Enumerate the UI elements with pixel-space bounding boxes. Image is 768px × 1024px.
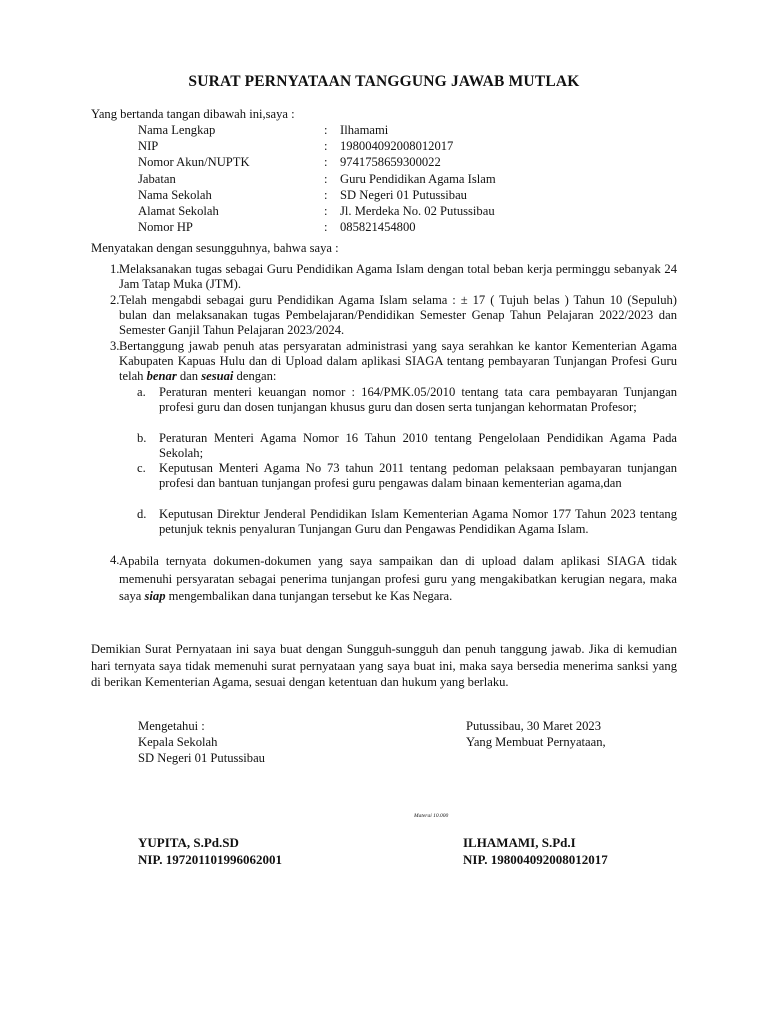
subitem-text: Peraturan Menteri Agama Nomor 16 Tahun 2010 tentang Pengelolaan Pendidikan Agama Pada Sekolah; [159,431,677,461]
right-signatory-name: ILHAMAMI, S.Pd.I [463,835,576,850]
identity-label: Nomor HP [138,220,193,235]
closing-paragraph: Demikian Surat Pernyataan ini saya buat dengan Sungguh-sungguh dan penuh tanggung jawab. Jika di kemudian hari ternyata saya tidak memenuhi surat pernyataan yang saya buat ini, maka saya bersedia menerima sanksi yang di berikan Kementerian Agama, sesuai dengan ketentuan dan hukum yang berlaku. [91,642,677,689]
emphasis-benar: benar [146,369,177,384]
identity-table [138,122,496,235]
subitem-letter: c. [137,461,146,475]
left-signatory-line2: Kepala Sekolah [138,735,218,749]
identity-separator: : [324,171,328,186]
statement-intro: Menyatakan dengan sesungguhnya, bahwa saya : [91,241,339,255]
identity-separator: : [324,204,328,219]
identity-value: 198004092008012017 [340,139,454,154]
identity-separator: : [324,187,328,202]
subitem-text: Peraturan menteri keuangan nomor : 164/PMK.05/2010 tentang tata cara pembayaran Tunjangan profesi guru dan dosen tunjangan khusus guru dan dosen serta tunjangan kehormatan Profesor; [159,385,677,415]
item-text-part: Bertanggung jawab penuh atas persyaratan administrasi yang saya serahkan ke kantor Kementerian Agama Kabupaten Kapuas Hulu dan di Upload dalam aplikasi SIAGA tentang pembayaran Tunjangan Profesi Guru telah [119,339,677,384]
identity-value: Ilhamami [340,123,389,137]
identity-value: SD Negeri 01 Putussibau [340,187,467,202]
left-signatory-line1: Mengetahui : [138,719,205,733]
identity-row [138,187,496,203]
item-text [119,553,677,606]
identity-row [138,203,496,219]
identity-value: 085821454800 [340,220,416,235]
emphasis-siap: siap [144,589,166,604]
identity-label: Nama Lengkap [138,123,216,137]
subitem-letter: b. [137,431,147,445]
subitem-letter: a. [137,385,146,399]
identity-row [138,154,496,170]
identity-label: Nama Sekolah [138,187,212,202]
identity-label: Nomor Akun/NUPTK [138,155,250,170]
item-text-part: dan [176,369,202,384]
right-signatory-line1: Putussibau, 30 Maret 2023 [466,719,602,733]
item-number: 3. [110,339,120,353]
document-title: SURAT PERNYATAAN TANGGUNG JAWAB MUTLAK [188,73,580,90]
identity-separator: : [324,220,328,235]
stamp-label: Materai 10.000 [414,813,449,819]
identity-value: 9741758659300022 [340,155,441,170]
right-signatory-line2: Yang Membuat Pernyataan, [466,735,606,749]
identity-value: Jl. Merdeka No. 02 Putussibau [340,204,495,219]
identity-label: NIP [138,139,159,154]
right-signatory-nip: NIP. 198004092008012017 [463,852,608,867]
item-number: 1. [110,262,120,276]
identity-row [138,122,496,138]
item-text [119,339,677,385]
identity-label: Alamat Sekolah [138,204,219,219]
identity-label: Jabatan [138,171,176,186]
intro-text: Yang bertanda tangan dibawah ini,saya : [91,107,295,121]
emphasis-sesuai: sesuai [201,369,234,384]
identity-row [138,171,496,187]
subitem-text: Keputusan Direktur Jenderal Pendidikan Islam Kementerian Agama Nomor 177 Tahun 2023 tentang petunjuk teknis penyaluran Tunjangan Guru dan Pengawas Pendidikan Agama Islam. [159,507,677,537]
item-text-part: dengan: [233,369,277,384]
identity-separator: : [324,123,328,137]
left-signatory-line3: SD Negeri 01 Putussibau [138,751,265,765]
left-signatory-name: YUPITA, S.Pd.SD [138,835,239,850]
identity-row [138,138,496,154]
item-text-part: mengembalikan dana tunjangan tersebut ke Kas Negara. [165,589,453,604]
item-number: 4. [110,553,120,567]
subitem-text: Keputusan Menteri Agama No 73 tahun 2011 tentang pedoman pelaksaan pembayaran tunjangan profesi dan bantuan tunjangan profesi guru pengawas dalam binaan kementerian agama,dan [159,461,677,491]
identity-separator: : [324,139,328,154]
subitem-letter: d. [137,507,147,521]
item-text: Melaksanakan tugas sebagai Guru Pendidikan Agama Islam dengan total beban kerja perminggu sebanyak 24 Jam Tatap Muka (JTM). [119,262,677,292]
identity-separator: : [324,155,328,170]
identity-value: Guru Pendidikan Agama Islam [340,171,496,186]
left-signatory-nip: NIP. 197201101996062001 [138,852,282,867]
item-number: 2. [110,293,120,307]
item-text: Telah mengabdi sebagai guru Pendidikan Agama Islam selama : ± 17 ( Tujuh belas ) Tahun 10 (Sepuluh) bulan dan melaksanakan tugas Pembelajaran/Pendidikan Semester Genap Tahun Pelajaran 2022/2023 dan Semester Ganjil Tahun Pelajaran 2023/2024. [119,293,677,338]
identity-row [138,219,496,235]
item-text-part: Apabila ternyata dokumen-dokumen yang saya sampaikan dan di upload dalam aplikasi SIAGA tidak memenuhi persyaratan sebagai penerima tunjangan profesi guru yang mengakibatkan kerugian negara, maka saya [119,554,677,604]
